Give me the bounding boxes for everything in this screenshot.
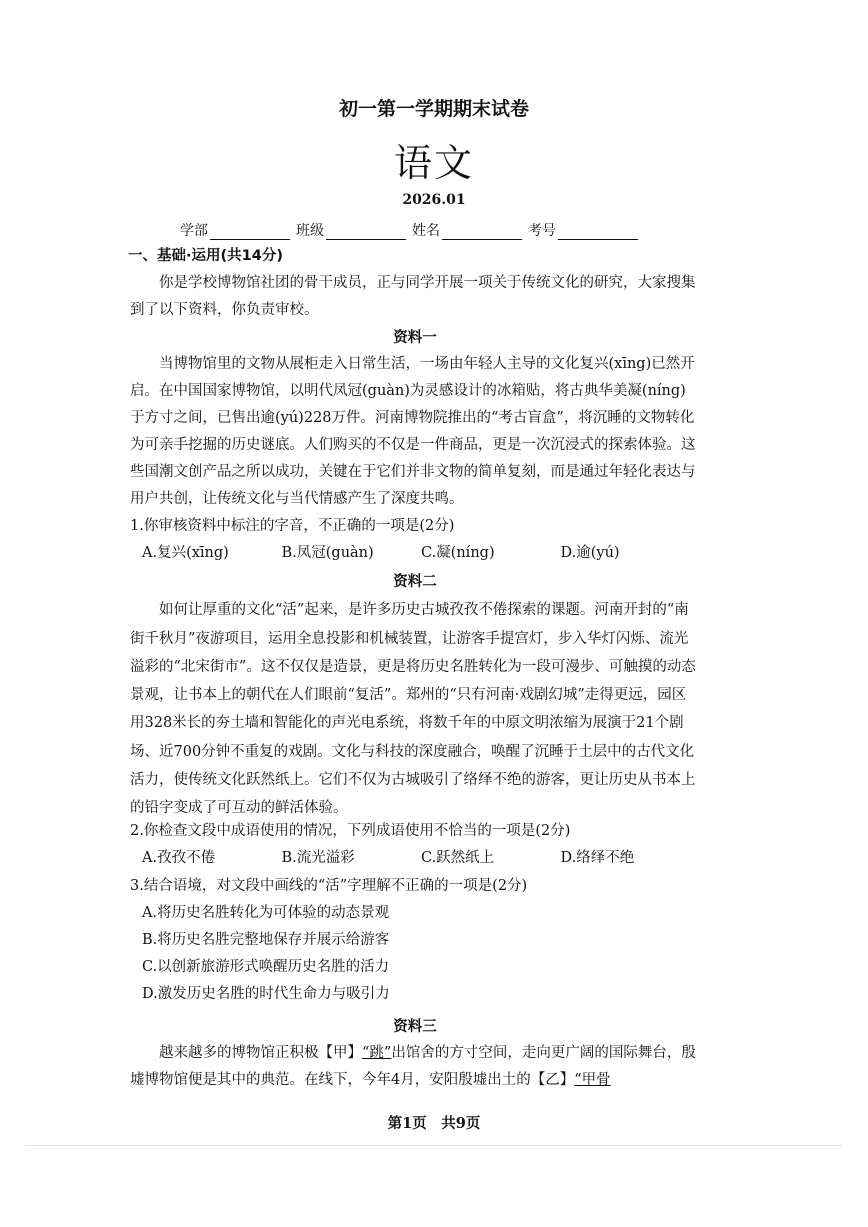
- info-field-department: [180, 220, 290, 240]
- material-heading: 资料一: [393, 329, 437, 346]
- underlined-word-jia: “跳”: [362, 1045, 392, 1061]
- student-info-row: [180, 220, 650, 240]
- blank-line: [210, 224, 290, 240]
- blank-line: [442, 224, 522, 240]
- info-field-class: [296, 220, 406, 240]
- option-b: B.流光溢彩: [281, 850, 355, 866]
- subject-title: 语文: [393, 141, 474, 185]
- question-stem: 2.你检查文段中成语使用的情况，下列成语使用不恰当的一项是(2分): [130, 823, 571, 839]
- info-label: 学部: [180, 223, 208, 239]
- question-stem: 3.结合语境，对文段中画线的“活”字理解不正确的一项是(2分): [130, 878, 528, 894]
- material-text: 如何让厚重的文化“活”起来，是许多历史古城孜孜不倦探索的课题。河南开封的“南街千秋月”夜游项目，运用全息投影和机械装置，让游客手提宫灯，步入华灯闪烁、流光溢彩的“北宋街市”。这不仅仅是造景，更是将历史名胜转化为一段可漫步、可触摸的动态景观，让书本上的朝代在人们眼前“复活”。郑州的“只有河南·戏剧幻城”走得更远，园区用328米长的夯土墙和智能化的声光电系统，将数千年的中原文明浓缩为展演于21个剧场、近700分钟不重复的戏剧。文化与科技的深度融合，唤醒了沉睡于土层中的古代文化活力，使传统文化跃然纸上。它们不仅为古城吸引了络绎不绝的游客，更让历史从书本上的铅字变成了可互动的鲜活体验。: [130, 602, 696, 817]
- blank-line: [558, 224, 638, 240]
- divider: [26, 1145, 842, 1146]
- question-stem: 1.你审核资料中标注的字音，不正确的一项是(2分): [130, 518, 455, 534]
- option-d: D.络绎不绝: [560, 850, 635, 866]
- question-3: [130, 873, 700, 1008]
- info-label: 考号: [528, 223, 556, 239]
- material-1: [130, 324, 700, 513]
- question-1: [130, 513, 700, 567]
- option-d: D.激发历史名胜的时代生命力与吸引力: [142, 986, 390, 1002]
- material-heading: 资料二: [393, 573, 437, 590]
- option-c: C.跃然纸上: [421, 850, 495, 866]
- underlined-phrase: 将历史名胜转化为一段可漫步、可触摸的动态景观: [130, 658, 696, 704]
- option-a: A.将历史名胜转化为可体验的动态景观: [142, 905, 390, 921]
- page-number: 第1页 共9页: [387, 1115, 481, 1132]
- option-a: A.孜孜不倦: [142, 850, 216, 866]
- exam-date: 2026.01: [402, 192, 466, 208]
- material-2: [130, 568, 700, 823]
- question-2: [130, 818, 700, 872]
- option-d: D.逾(yú): [560, 545, 620, 561]
- material-text: 当博物馆里的文物从展柜走入日常生活，一场由年轻人主导的文化复兴(xīng)已然开启。在中国国家博物馆，以明代凤冠(guàn)为灵感设计的冰箱贴，将古典华美凝(níng)于方寸之间，已售出逾(yú)228万件。河南博物院推出的“考古盲盒”，将沉睡的文物转化为可亲手挖掘的历史谜底。人们购买的不仅是一件商品，更是一次沉浸式的探索体验。这些国潮文创产品之所以成功，关键在于它们并非文物的简单复刻，而是通过年轻化表达与用户共创，让传统文化与当代情感产生了深度共鸣。: [130, 356, 696, 507]
- section-intro: 你是学校博物馆社团的骨干成员，正与同学开展一项关于传统文化的研究，大家搜集到了以下资料，你负责审校。: [130, 275, 696, 318]
- option-b: B.凤冠(guàn): [281, 545, 374, 561]
- material-heading: 资料三: [393, 1018, 437, 1035]
- info-field-exam-number: [528, 220, 638, 240]
- blank-line: [326, 224, 406, 240]
- option-b: B.将历史名胜完整地保存并展示给游客: [142, 932, 390, 948]
- options-row: [142, 540, 700, 567]
- info-label: 姓名: [412, 223, 440, 239]
- info-field-name: [412, 220, 522, 240]
- option-c: C.以创新旅游形式唤醒历史名胜的活力: [142, 959, 390, 975]
- info-label: 班级: [296, 223, 324, 239]
- material-text: 越来越多的博物馆正积极【甲】“跳”出馆舍的方寸空间，走向更广阔的国际舞台，殷墟博物馆便是其中的典范。在线下，今年4月，安阳殷墟出土的【乙】“甲骨: [130, 1045, 696, 1088]
- material-3: [130, 1013, 700, 1094]
- section-heading: 一、基础·运用(共14分): [128, 248, 283, 264]
- option-a: A.复兴(xīng): [142, 545, 229, 561]
- exam-title: 初一第一学期期末试卷: [338, 98, 529, 120]
- underlined-word-yi: “甲骨: [574, 1072, 611, 1088]
- options-row: [142, 845, 700, 872]
- option-c: C.凝(níng): [421, 545, 495, 561]
